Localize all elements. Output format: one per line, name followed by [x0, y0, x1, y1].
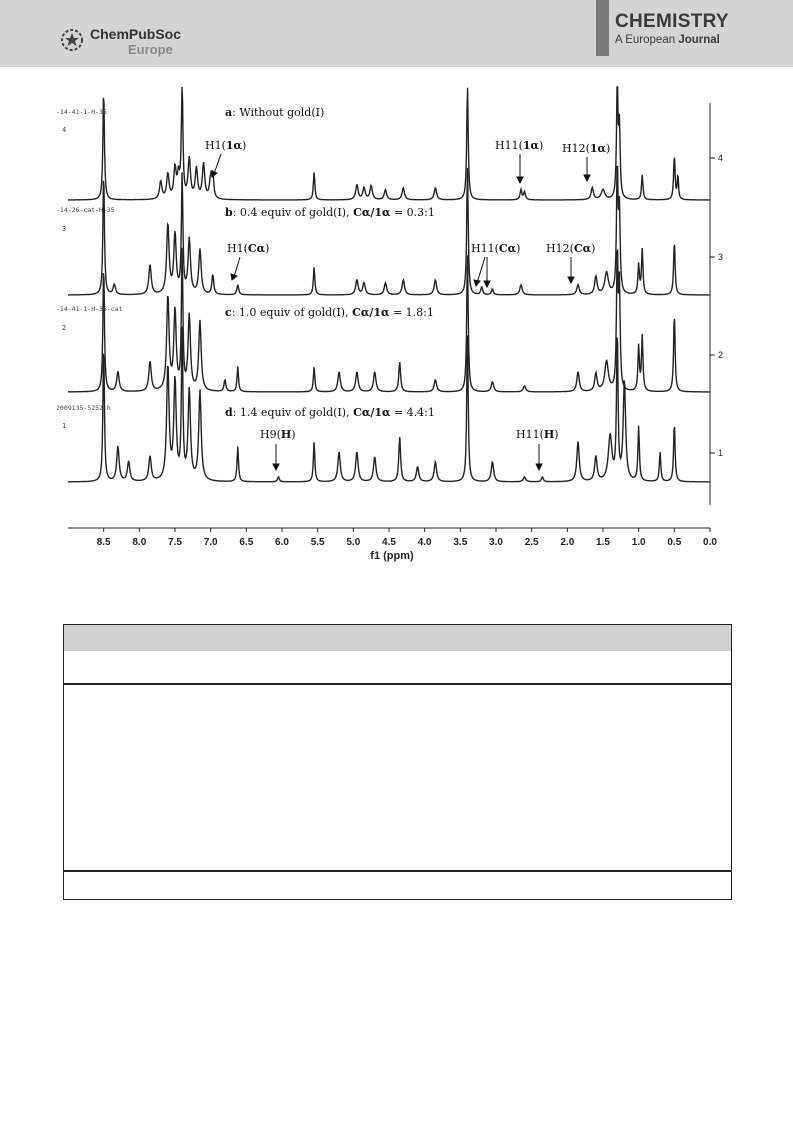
arrowhead-h12-1a	[584, 175, 590, 181]
x-tick-label: 0.0	[703, 537, 717, 548]
x-tick-label: 5.0	[346, 537, 361, 548]
x-tick-label: 8.5	[96, 537, 111, 548]
x-tick-label: 7.5	[168, 537, 182, 548]
y-tick-4: 4	[718, 153, 724, 163]
label-letter-a: a	[225, 106, 233, 119]
trace-index-a: 4	[62, 126, 67, 134]
label-letter-d: d	[225, 406, 233, 419]
x-tick-label: 3.5	[453, 537, 468, 548]
annotation-h12-ca: H12(Cα)	[546, 242, 596, 255]
arrowhead-h11-ca-2	[484, 281, 490, 287]
file-id-a: -14-41-1-H-35	[56, 108, 107, 116]
trace-index-b: 3	[62, 225, 67, 233]
x-tick-label: 5.5	[310, 537, 325, 548]
arrow-h1-ca	[234, 257, 240, 277]
label-text-a: : Without gold(I)	[232, 106, 325, 119]
x-axis-label: f1 (ppm)	[370, 550, 414, 562]
logo-region: Europe	[128, 42, 173, 57]
x-axis	[68, 528, 717, 562]
arrow-h1-1a	[214, 154, 221, 174]
trace-index-c: 2	[62, 324, 67, 332]
x-tick-label: 3.0	[489, 537, 503, 548]
spectrum-trace-c	[68, 248, 709, 392]
y-tick-3: 3	[718, 252, 724, 262]
journal-prefix: A European	[615, 34, 676, 46]
annotation-h11-ca: H11(Cα)	[471, 242, 521, 255]
file-id-b: -14-26-cat-H-35	[56, 206, 115, 214]
spectrum-trace-d	[68, 326, 709, 482]
label-text-d: : 1.4 equiv of gold(I),	[232, 406, 354, 419]
annotation-h12-1a: H12(1α)	[562, 142, 611, 155]
y-tick-1: 1	[718, 448, 724, 458]
spectrum-trace-b	[68, 166, 709, 295]
spectrum-label-a	[225, 106, 324, 119]
x-tick-label: 1.0	[631, 537, 646, 548]
nmr-spectrum-figure	[40, 85, 740, 565]
ratio-value-d: = 4.4:1	[390, 406, 435, 419]
annotation-h9-h: H9(H)	[260, 428, 296, 441]
journal-word: Journal	[678, 34, 720, 46]
arrow-h11-ca-1	[477, 257, 485, 283]
ratio-b: Cα/1α	[353, 206, 391, 219]
arrowhead-h1-ca	[231, 274, 237, 280]
star-seal-icon	[60, 28, 84, 52]
label-text-c: : 1.0 equiv of gold(I),	[231, 306, 353, 319]
label-letter-b: b	[225, 206, 233, 219]
arrowhead-h11-ca-1	[474, 280, 480, 286]
x-tick-label: 7.0	[203, 537, 218, 548]
table-rule-top	[64, 683, 731, 685]
arrowhead-h12-ca	[568, 277, 574, 283]
ratio-d: Cα/1α	[353, 406, 391, 419]
journal-title: CHEMISTRY	[615, 11, 729, 32]
table-rule-bottom	[64, 870, 731, 872]
file-id-d: 2009135-5252-h	[56, 404, 111, 412]
journal-bar	[596, 0, 609, 56]
arrowhead-h9-h	[273, 464, 279, 470]
x-tick-label: 1.5	[596, 537, 610, 548]
y-tick-2: 2	[718, 350, 724, 360]
trace-index-d: 1	[62, 422, 67, 430]
journal-subtitle	[615, 34, 720, 46]
spectrum-label-d	[225, 406, 435, 419]
label-letter-c: c	[225, 306, 232, 319]
annotation-h1-1a: H1(1α)	[205, 139, 247, 152]
label-text-b: : 0.4 equiv of gold(I),	[232, 206, 354, 219]
ratio-value-c: = 1.8:1	[389, 306, 434, 319]
x-tick-label: 4.0	[417, 537, 432, 548]
file-id-c: -14-41-1-H-35-cat	[56, 305, 123, 313]
ratio-value-b: = 0.3:1	[390, 206, 435, 219]
x-tick-label: 0.5	[667, 537, 682, 548]
logo-name: ChemPubSoc	[90, 26, 182, 42]
x-tick-label: 8.0	[132, 537, 147, 548]
annotation-h11-h: H11(H)	[516, 428, 559, 441]
arrowhead-h11-1a	[517, 177, 523, 183]
arrowhead-h11-h	[536, 464, 542, 470]
annotation-h1-ca: H1(Cα)	[227, 242, 270, 255]
spectrum-label-c	[225, 306, 434, 319]
x-tick-label: 2.0	[560, 537, 575, 548]
table-header-row	[64, 625, 731, 651]
x-tick-label: 6.0	[275, 537, 289, 548]
y-axis	[710, 103, 723, 505]
x-tick-label: 4.5	[382, 537, 396, 548]
page-header	[0, 0, 793, 67]
spectrum-trace-a	[68, 87, 709, 200]
ratio-c: Cα/1α	[352, 306, 390, 319]
spectrum-label-b	[225, 206, 435, 219]
table-placeholder	[63, 624, 732, 900]
annotation-h11-1a: H11(1α)	[495, 139, 544, 152]
x-tick-label: 6.5	[239, 537, 254, 548]
x-tick-label: 2.5	[524, 537, 539, 548]
